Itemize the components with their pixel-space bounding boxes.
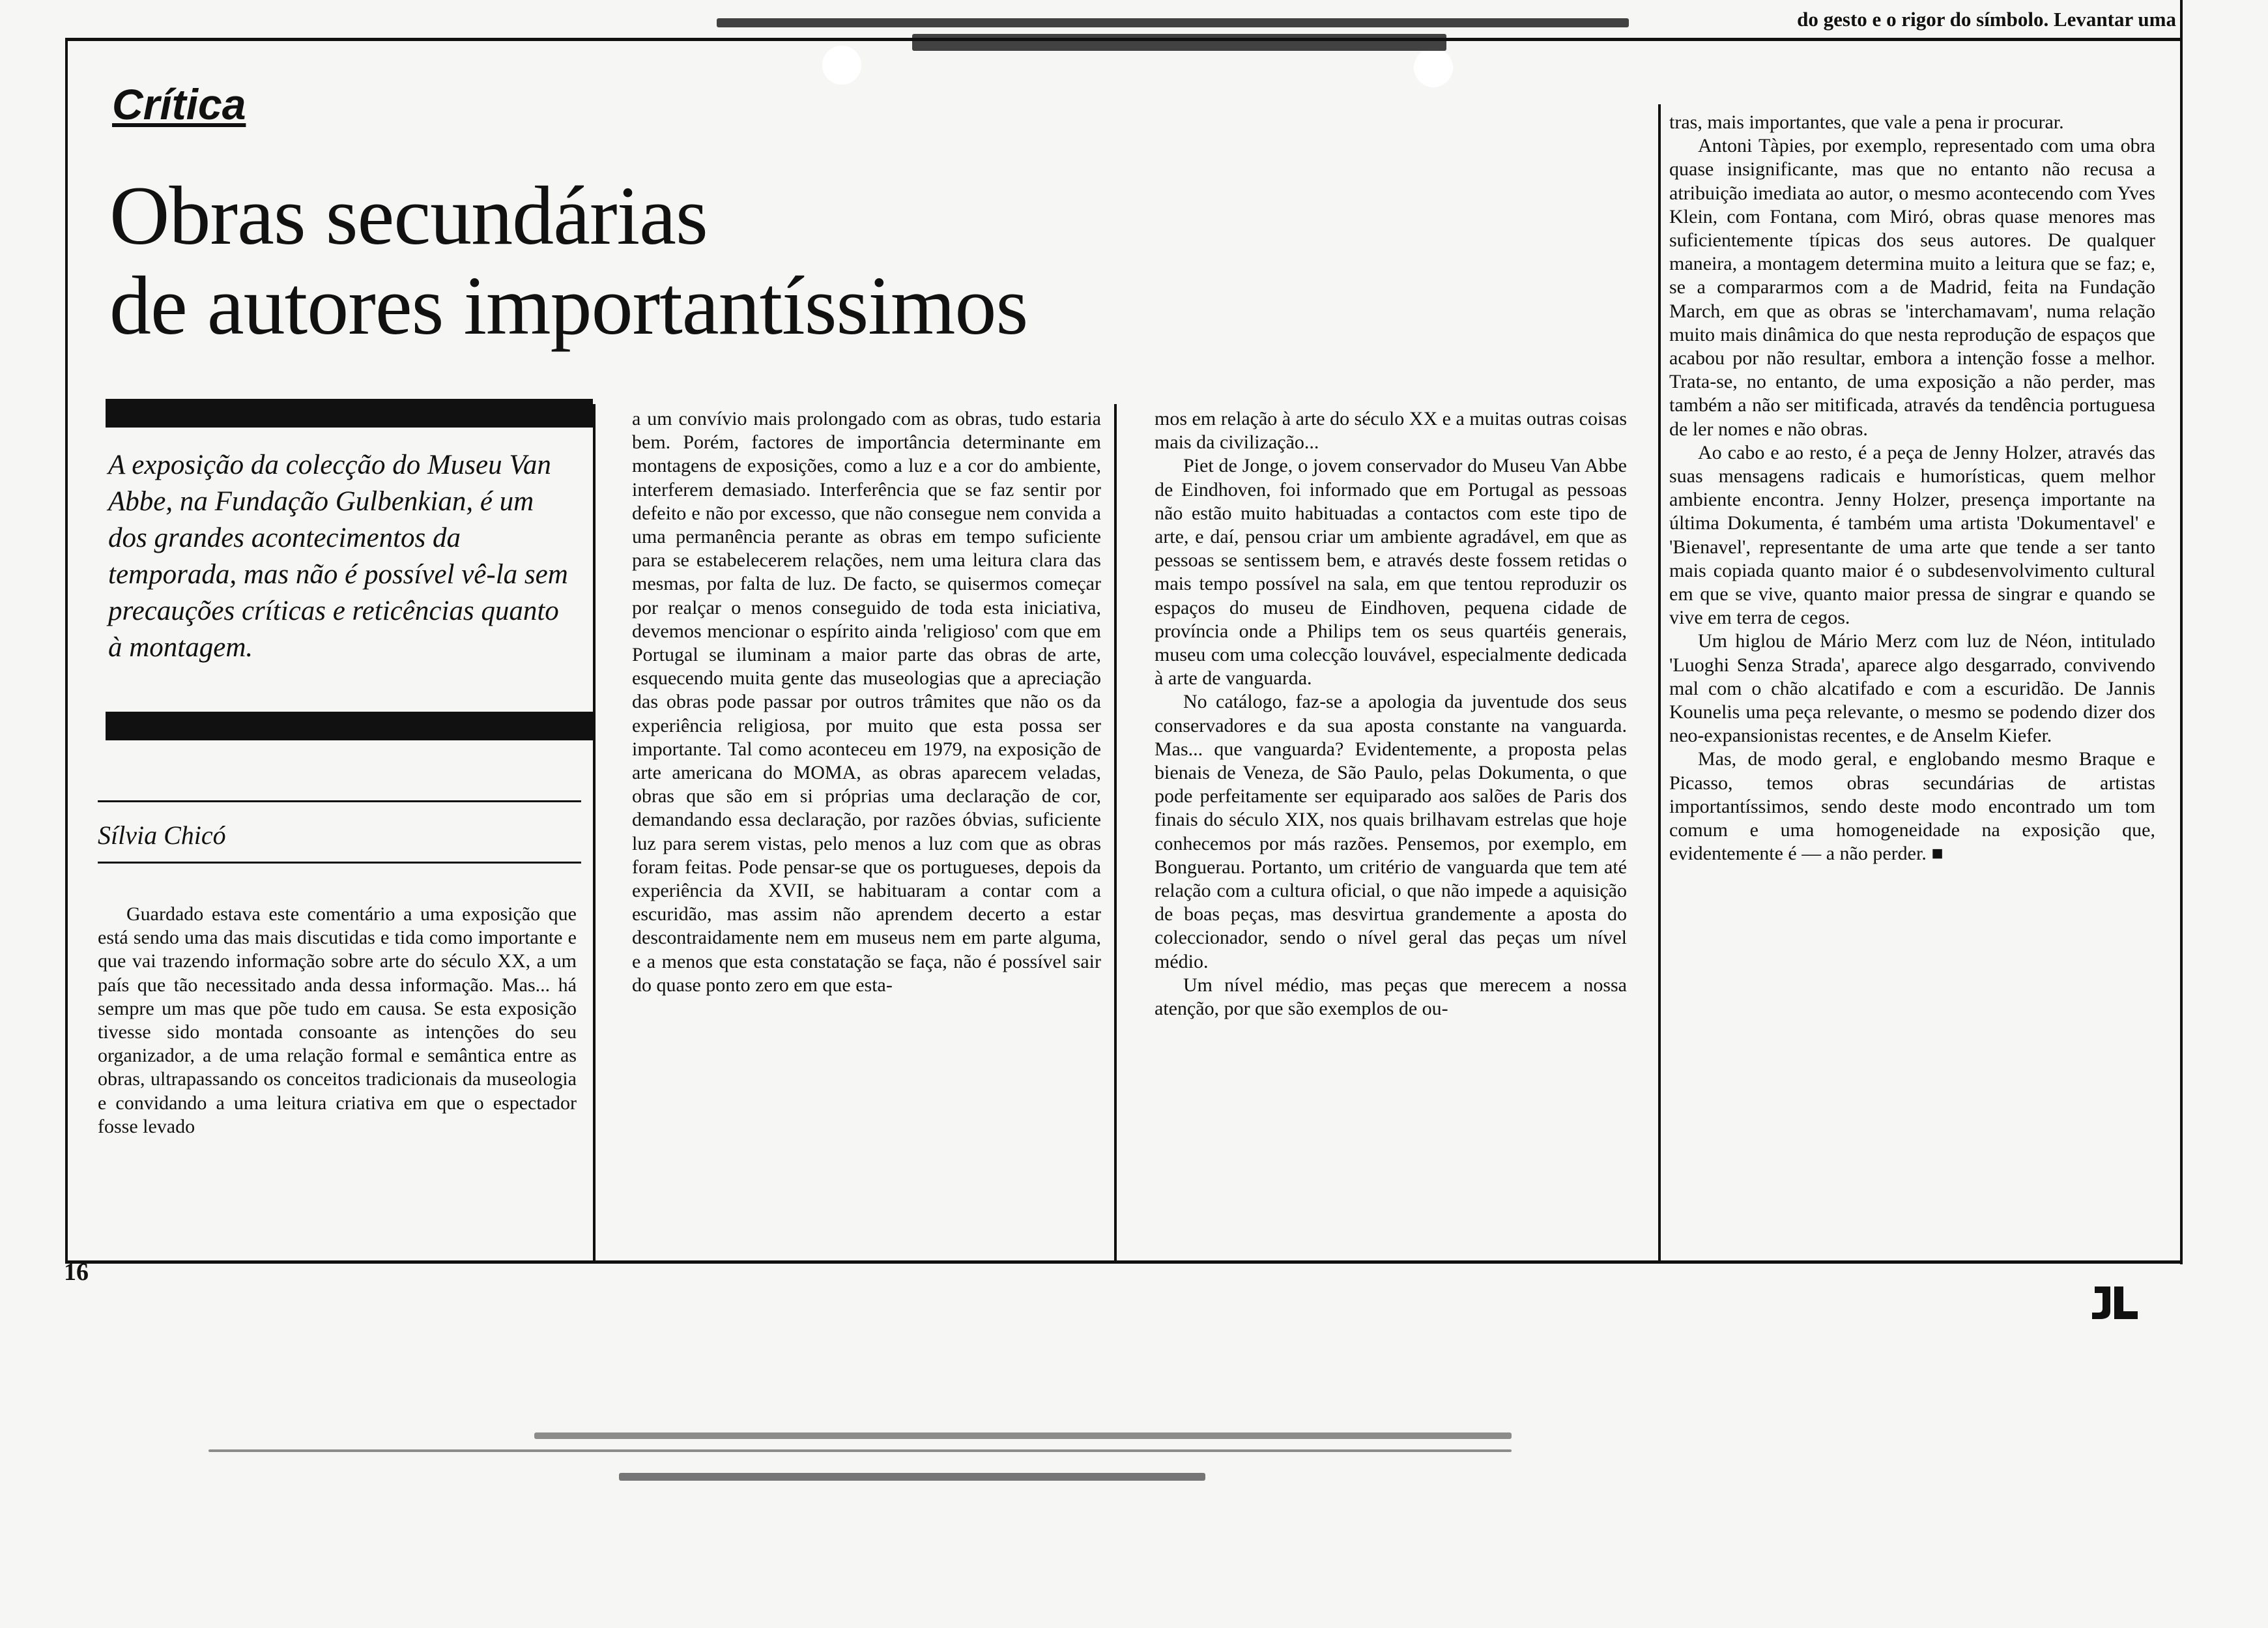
headline (109, 171, 1347, 351)
col2-paragraph-1: a um convívio mais prolongado com as obras, tudo estaria bem. Porém, factores de importância determinante em montagens de exposições, como a luz e a cor do ambiente, interferem demasiado. Interferência que se faz sentir por defeito e não por excesso, que não consegue nem convida a uma permanência perante as obras em tempo suficiente para se estabelecerem relações, nem uma leitura clara das mesmas, por falta de luz. De facto, se quisermos começar por realçar o menos conseguido de toda esta iniciativa, devemos mencionar o espírito ainda 'religioso' com que em Portugal se iluminam a maior parte das obras de arte, esquecendo muita gente das museologias que a apreciação das obras pode passar por outros trâmites que não os da experiência religiosa, por muito que esta possa ser importante. Tal como aconteceu em 1979, na exposição de arte americana do MOMA, as obras aparecem veladas, obras que são em si próprias uma declaração de cor, demandando essa declaração, por razões óbvias, suficiente luz para serem vistas, pelo menos a luz com que as obras foram feitas. Pode pensar-se que os portugueses, depois da experiência da XVII, se habituaram a contar com a escuridão, mas assim não aprendem decerto a estar descontraidamente nem em museus nem em parte alguma, e a menos que esta constatação se faça, não é possível sair do quase ponto zero em que esta- (632, 408, 1101, 996)
lede-top-bar (106, 399, 593, 428)
lede: A exposição da colecção do Museu Van Abbe, na Fundação Gulbenkian, é um dos grandes acontecimentos da temporada, mas não é possível vê-la sem precauções críticas e reticências quanto à montagem. (108, 450, 568, 663)
col4-paragraph-5: Mas, de modo geral, e englobando mesmo Braque e Picasso, temos obras secundárias de artistas importantíssimos, sendo deste modo encontrado um tom comum e uma homogeneidade na exposição que, evidentemente é — a não perder. ■ (1669, 748, 2155, 865)
body-column-1 (98, 903, 577, 1139)
headline-line-1: Obras secundárias (109, 169, 708, 262)
col1-paragraph-1: Guardado estava este comentário a uma exposição que está sendo uma das mais discutidas e tida como importante e que vai trazendo informação sobre arte do século XX, a um país que tão necessitado anda dessa informação. Mas... há sempre um mas que põe tudo em causa. Se esta exposição tivesse sido montada consoante as intenções do seu organizador, a de uma relação formal e semântica entre as obras, ultrapassando os conceitos tradicionais da museologia e convidando a uma leitura criativa em que o espectador fosse levado (98, 903, 577, 1137)
scan-smudge-bottom-2 (619, 1473, 1205, 1481)
section-label: Crítica (112, 80, 246, 128)
col4-paragraph-2: Antoni Tàpies, por exemplo, representado com uma obra quase insignificante, mas que no entanto não recusa a atribuição imediata ao autor, o mesmo acontecendo com Yves Klein, com Fontana, com Miró, obras quase menores mas suficientemente típicas dos seus autores. De qualquer maneira, a montagem determina muito a leitura que se faz; e, se a compararmos com a de Madrid, feita na Fundação March, em que as obras se 'interchamavam', numa relação muito mais dinâmica do que nesta reprodução de espaços que acabou por não resultar, embora a intenção fosse a melhor. Trata-se, no entanto, de uma exposição a não perder, mas também a não ser mitificada, através da tendência portuguesa de ler nomes e não obras. (1669, 135, 2155, 440)
author-bottom-rule (98, 862, 581, 864)
col4-paragraph-3: Ao cabo e ao resto, é a peça de Jenny Holzer, através das suas mensagens radicais e humorísticas, quem melhor ambiente encontra. Jenny Holzer, presença importante na última Dokumenta, é também uma artista 'Dokumentavel' e 'Bienavel', representante de uma arte que tende a ser tanto mais copiada quanto maior é o subdesenvolvimento cultural em que se vive, quanto maior pressa de singrar e quando se vive em terra de cegos. (1669, 441, 2155, 629)
col3-paragraph-1: mos em relação à arte do século XX e a muitas outras coisas mais da civilização... (1155, 408, 1627, 454)
frame-bottom-rule (65, 1260, 2183, 1264)
scan-smudge-top (717, 18, 1629, 27)
lede-bottom-bar (106, 712, 593, 740)
col4-paragraph-1: tras, mais importantes, que vale a pena ir procurar. (1669, 111, 2064, 133)
column-divider-2 (1114, 404, 1117, 1262)
scan-smudge-bottom-3 (208, 1449, 1512, 1452)
author-top-rule (98, 800, 581, 802)
col3-paragraph-4: Um nível médio, mas peças que merecem a nossa atenção, por que são exemplos de ou- (1155, 974, 1627, 1020)
scan-smudge-top-2 (912, 34, 1446, 51)
body-column-4 (1669, 111, 2155, 866)
body-column-3 (1155, 407, 1627, 1021)
author-byline: Sílvia Chicó (98, 821, 226, 850)
body-column-2 (632, 407, 1101, 997)
headline-line-2: de autores importantíssimos (109, 259, 1028, 352)
scan-smudge-bottom (534, 1432, 1512, 1439)
frame-top-rule (65, 38, 2183, 41)
column-divider-1 (593, 404, 596, 1262)
col4-paragraph-4: Um higlou de Mário Merz com luz de Néon, intitulado 'Luoghi Senza Strada', aparece algo desgarrado, convivendo mal com o chão alcatifado e com a escuridão. De Jannis Kounelis uma peça relevante, o mesmo se podendo dizer dos neo-expansionistas recentes, e de Anselm Kiefer. (1669, 630, 2155, 747)
col3-paragraph-2: Piet de Jonge, o jovem conservador do Museu Van Abbe de Eindhoven, foi informado que em Portugal as pessoas não estão muito habituadas a contactos com este tipo de arte, e daí, pensou criar um ambiente agradável, em que as pessoas se sentissem bem, e através deste fossem retidas o mais tempo possível na sala, em que tentou reproduzir os espaços do museu de Eindhoven, pequena cidade de província onde a Philips tem os seus quartéis generais, museu com uma colecção louvável, especialmente dedicada à arte de vanguarda. (1155, 455, 1627, 690)
col3-paragraph-3: No catálogo, faz-se a apologia da juventude dos seus conservadores e da sua aposta constante na vanguarda. Mas... que vanguarda? Evidentemente, a proposta pelas bienais de Veneza, de São Paulo, pelas Dokumenta, o que pode perfeitamente ser equiparado aos salões de Paris dos finais do século XIX, nos quais brilhavam estrelas que hoje conhecemos por más razões. Pensemos, por exemplo, em Bonguerau. Portanto, um critério de vanguarda que tem até relação com a cultura oficial, o que não impede a aquisição de boas peças, mas desvirtua grandemente a aposta do coleccionador, sendo o nível geral das peças um nível médio. (1155, 691, 1627, 972)
punch-hole-left (822, 46, 861, 85)
page-number: 16 (64, 1258, 89, 1286)
punch-hole-right (1414, 48, 1453, 87)
frame-right-rule (2180, 0, 2183, 1264)
frame-left-rule (65, 38, 68, 1263)
jl-logo (2088, 1283, 2140, 1322)
top-column-fragment: do gesto e o rigor do símbolo. Levantar uma (1797, 8, 2176, 31)
column-divider-3 (1658, 104, 1661, 1262)
